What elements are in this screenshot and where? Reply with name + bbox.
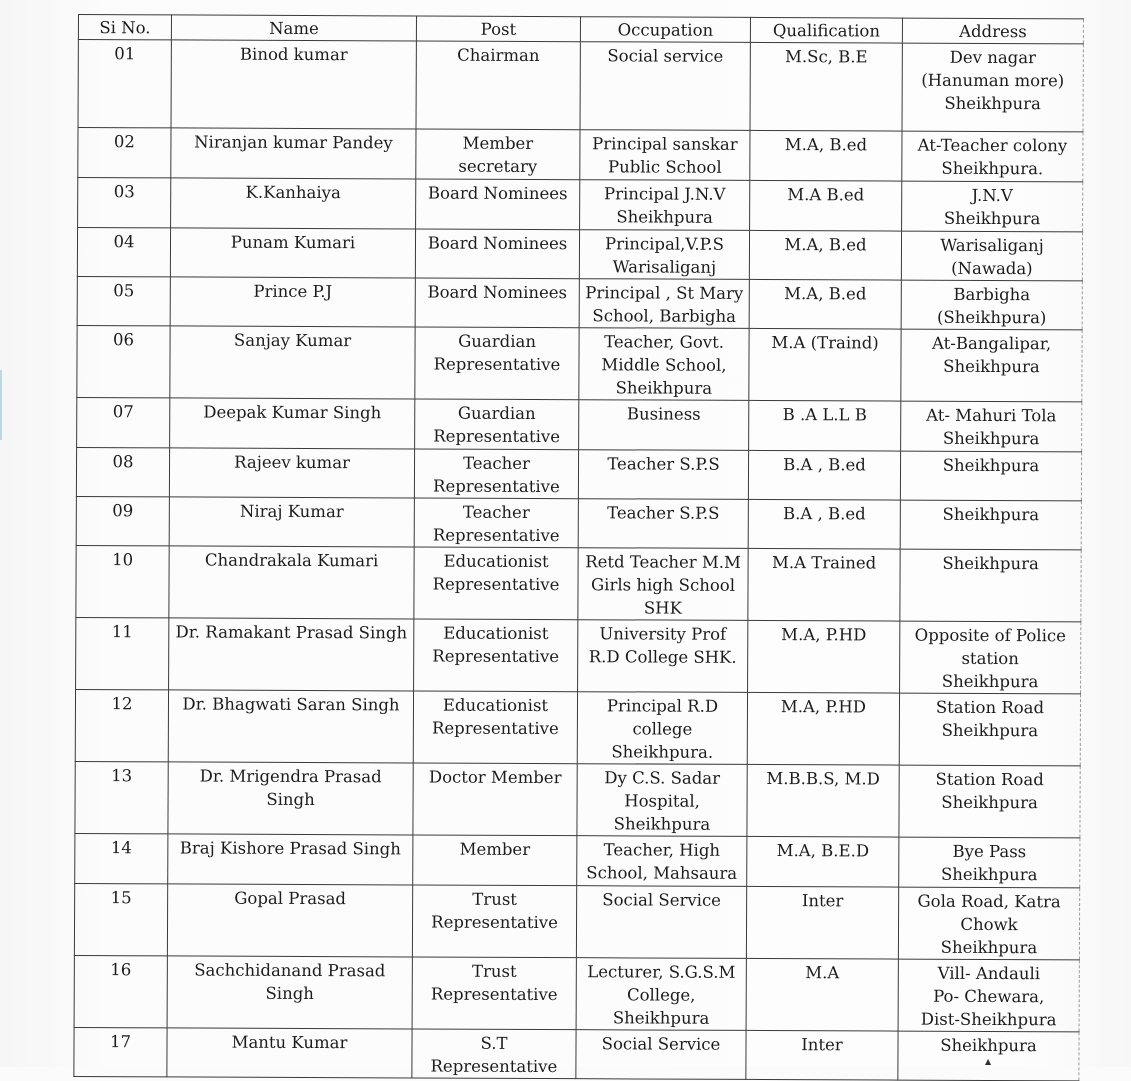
sl-no-cell: 02 [78, 128, 171, 178]
occupation-cell: University Prof R.D College SHK. [578, 620, 748, 693]
sl-no-cell: 09 [76, 496, 169, 545]
name-cell: Deepak Kumar Singh [170, 398, 415, 449]
address-cell: J.N.V Sheikhpura [902, 181, 1083, 232]
name-cell: Mantu Kumar [167, 1028, 412, 1078]
table-row [76, 496, 1081, 549]
post-cell: Trust Representative [412, 957, 576, 1030]
table-row [74, 883, 1079, 959]
address-cell: Dev nagar (Hanuman more) Sheikhpura [902, 43, 1083, 132]
header-occupation: Occupation [580, 17, 750, 43]
occupation-cell: Teacher, High School, Mahsaura [577, 836, 747, 887]
occupation-cell: Principal J.N.V Sheikhpura [580, 180, 750, 231]
address-cell: Station Road Sheikhpura [899, 693, 1080, 766]
sl-no-cell: 17 [74, 1027, 167, 1076]
qualification-cell: M.A, P.HD [747, 692, 899, 765]
post-cell: Member secretary [416, 129, 580, 180]
sl-no-cell: 07 [77, 397, 170, 447]
occupation-cell: Social service [580, 42, 750, 131]
address-cell: Barbigha (Sheikhpura) [901, 280, 1082, 330]
address-cell: Sheikhpura [898, 1031, 1079, 1081]
table-row [77, 228, 1082, 281]
sl-no-cell: 11 [76, 617, 169, 689]
address-cell: Station Road Sheikhpura [899, 765, 1080, 838]
table-row [75, 689, 1080, 765]
committee-members-table [73, 14, 1084, 1081]
qualification-cell: M.A (Traind) [749, 328, 901, 401]
name-cell: K.Kanhaiya [171, 178, 416, 229]
address-cell: Gola Road, Katra Chowk Sheikhpura [898, 887, 1079, 960]
header-address: Address [902, 18, 1083, 44]
address-cell: Sheikhpura [900, 451, 1081, 501]
table-row [77, 325, 1082, 401]
address-cell: Vill- Andauli Po- Chewara, Dist-Sheikhpura [898, 959, 1079, 1032]
occupation-cell: Social Service [576, 1030, 746, 1080]
name-cell: Prince P.J [170, 277, 415, 327]
table-row [78, 128, 1083, 182]
occupation-cell: Teacher S.P.S [578, 450, 748, 500]
name-cell: Dr. Ramakant Prasad Singh [169, 618, 414, 691]
name-cell: Niraj Kumar [169, 497, 414, 547]
name-cell: Punam Kumari [170, 228, 415, 278]
sl-no-cell: 15 [74, 883, 167, 955]
address-cell: Bye Pass Sheikhpura [899, 837, 1080, 888]
header-qualification: Qualification [750, 17, 902, 43]
qualification-cell: M.A Trained [748, 548, 900, 621]
address-cell: At- Mahuri Tola Sheikhpura [901, 401, 1082, 452]
qualification-cell: B.A , B.ed [748, 499, 900, 549]
table-row [77, 397, 1082, 451]
qualification-cell: M.A, P.HD [748, 620, 900, 693]
header-sl-no: Si No. [78, 15, 171, 40]
name-cell: Sanjay Kumar [170, 326, 415, 399]
table-row [78, 178, 1083, 232]
post-cell: Chairman [416, 41, 580, 130]
post-cell: Educationist Representative [414, 547, 578, 620]
post-cell: Teacher Representative [414, 449, 578, 499]
table-row [78, 40, 1083, 132]
name-cell: Sachchidanand Prasad Singh [167, 956, 412, 1029]
sl-no-cell: 05 [77, 276, 170, 325]
occupation-cell: Principal , St Mary School, Barbigha [579, 279, 749, 329]
occupation-cell: Teacher S.P.S [578, 499, 748, 549]
qualification-cell: B .A L.L B [749, 400, 901, 451]
sl-no-cell: 14 [75, 833, 168, 883]
sl-no-cell: 16 [74, 955, 167, 1027]
name-cell: Rajeev kumar [169, 448, 414, 498]
qualification-cell: Inter [746, 1030, 898, 1080]
sl-no-cell: 06 [77, 325, 170, 397]
post-cell: Trust Representative [412, 885, 576, 958]
qualification-cell: B.A , B.ed [748, 450, 900, 500]
scan-edge-shadow [0, 370, 2, 440]
sl-no-cell: 10 [76, 545, 169, 617]
post-cell: Guardian Representative [415, 327, 579, 400]
table-row [75, 833, 1080, 887]
post-cell: Member [413, 835, 577, 886]
header-name: Name [171, 15, 416, 41]
post-cell: Board Nominees [416, 179, 580, 230]
post-cell: Guardian Representative [415, 399, 579, 450]
post-cell: Educationist Representative [413, 691, 577, 764]
occupation-cell: Retd Teacher M.M Girls high School SHK [578, 548, 748, 621]
post-cell: Doctor Member [413, 763, 577, 836]
header-post: Post [416, 16, 580, 42]
qualification-cell: M.A B.ed [750, 180, 902, 231]
post-cell: Teacher Representative [414, 498, 578, 548]
name-cell: Dr. Mrigendra Prasad Singh [168, 762, 413, 835]
qualification-cell: M.Sc, B.E [750, 42, 902, 131]
address-cell: Sheikhpura [900, 500, 1081, 550]
sl-no-cell: 01 [78, 40, 171, 128]
table-row [76, 447, 1081, 500]
qualification-cell: M.A, B.ed [750, 130, 902, 181]
name-cell: Niranjan kumar Pandey [171, 128, 416, 179]
post-cell: Educationist Representative [414, 619, 578, 692]
table-body [74, 40, 1084, 1081]
address-cell: Warisaliganj (Nawada) [901, 231, 1082, 281]
name-cell: Binod kumar [171, 40, 416, 129]
occupation-cell: Principal,V.P.S Warisaliganj [579, 230, 749, 280]
sl-no-cell: 13 [75, 761, 168, 833]
qualification-cell: M.A, B.ed [749, 279, 901, 329]
occupation-cell: Principal sanskar Public School [580, 130, 750, 181]
name-cell: Gopal Prasad [167, 884, 412, 957]
table-row [76, 545, 1081, 621]
name-cell: Dr. Bhagwati Saran Singh [168, 690, 413, 763]
table-row [76, 617, 1081, 693]
occupation-cell: Social Service [576, 886, 746, 959]
address-cell: Opposite of Police station Sheikhpura [900, 621, 1081, 694]
occupation-cell: Principal R.D college Sheikhpura. [577, 692, 747, 765]
address-cell: Sheikhpura [900, 549, 1081, 622]
qualification-cell: M.A, B.E.D [747, 836, 899, 887]
occupation-cell: Business [579, 400, 749, 451]
post-cell: Board Nominees [415, 229, 579, 279]
table-row [75, 761, 1080, 837]
qualification-cell: M.B.B.S, M.D [747, 764, 899, 837]
qualification-cell: Inter [746, 886, 898, 959]
name-cell: Braj Kishore Prasad Singh [168, 834, 413, 885]
table-row [74, 1027, 1079, 1080]
scan-speck: ▲ [985, 1057, 992, 1066]
address-cell: At-Bangalipar, Sheikhpura [901, 329, 1082, 402]
post-cell: Board Nominees [415, 278, 579, 328]
sl-no-cell: 03 [78, 178, 171, 228]
table-row [77, 276, 1082, 329]
address-cell: At-Teacher colony Sheikhpura. [902, 131, 1083, 182]
name-cell: Chandrakala Kumari [169, 546, 414, 619]
occupation-cell: Teacher, Govt. Middle School, Sheikhpura [579, 328, 749, 401]
sl-no-cell: 12 [75, 689, 168, 761]
occupation-cell: Dy C.S. Sadar Hospital, Sheikhpura [577, 764, 747, 837]
qualification-cell: M.A [746, 958, 898, 1031]
post-cell: S.T Representative [412, 1029, 576, 1079]
qualification-cell: M.A, B.ed [749, 230, 901, 280]
sl-no-cell: 08 [76, 447, 169, 496]
table-row [74, 955, 1079, 1031]
occupation-cell: Lecturer, S.G.S.M College, Sheikhpura [576, 958, 746, 1031]
sl-no-cell: 04 [77, 228, 170, 277]
